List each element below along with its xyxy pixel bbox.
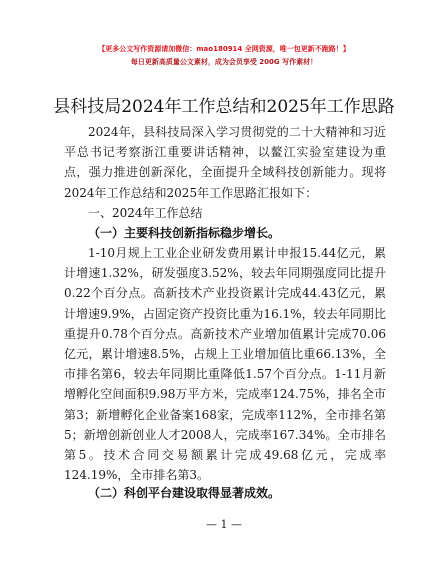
promo-banner-line-1: 【更多公文写作资源请加微信：mao180914 全网资源，唯一包更新不跑路！】 bbox=[98, 45, 350, 53]
section-heading-summary: 一、2024年工作总结 bbox=[88, 206, 203, 220]
subsection-heading-indicators: （一）主要科技创新指标稳步增长。 bbox=[88, 226, 281, 240]
indicators-paragraph: 1-10月规上工业企业研发费用累计申报15.44亿元，累计增速1.32%，研发强度3.52%，较去年同期强度同比提升0.22个百分点。高新技术产业投资累计完成44.43亿元，累计增速9.9%，占固定资产投资比重为16.1%，较去年同期比重提升0.78个百分点。高新技术产业增加值累计完成70.06亿元，累计增速8.5%，占规上工业增加值比重66.13%，全市排名第6，较去年同期比重降低1.57个百分点。1-11月新增孵化空间面积9.98万平方米，完成率124.75%，排名全市第3；新增孵化企业备案168家，完成率112%，全市排名第5；新增创新创业人才2008人，完成率167.34%。全市排名第5。技术合同交易额累计完成49.68亿元，完成率124.19%，全市排名第3。 bbox=[64, 246, 386, 483]
subsection-heading-platforms: （二）科创平台建设取得显著成效。 bbox=[88, 486, 281, 500]
page-number: — 1 — bbox=[206, 518, 242, 531]
document-title: 县科技局2024年工作总结和2025年工作思路 bbox=[53, 97, 395, 117]
promo-banner-line-2: 每日更新高质量公文素材，成为会员享受 200G 写作素材！ bbox=[130, 58, 318, 66]
intro-paragraph: 2024年，县科技局深入学习贯彻党的二十大精神和习近平总书记考察浙江重要讲话精神，以鳌江实验室建设为重点，强力推进创新深化，全面提升全域科技创新能力。现将2024年工作总结和2025年工作思路汇报如下： bbox=[64, 125, 386, 200]
